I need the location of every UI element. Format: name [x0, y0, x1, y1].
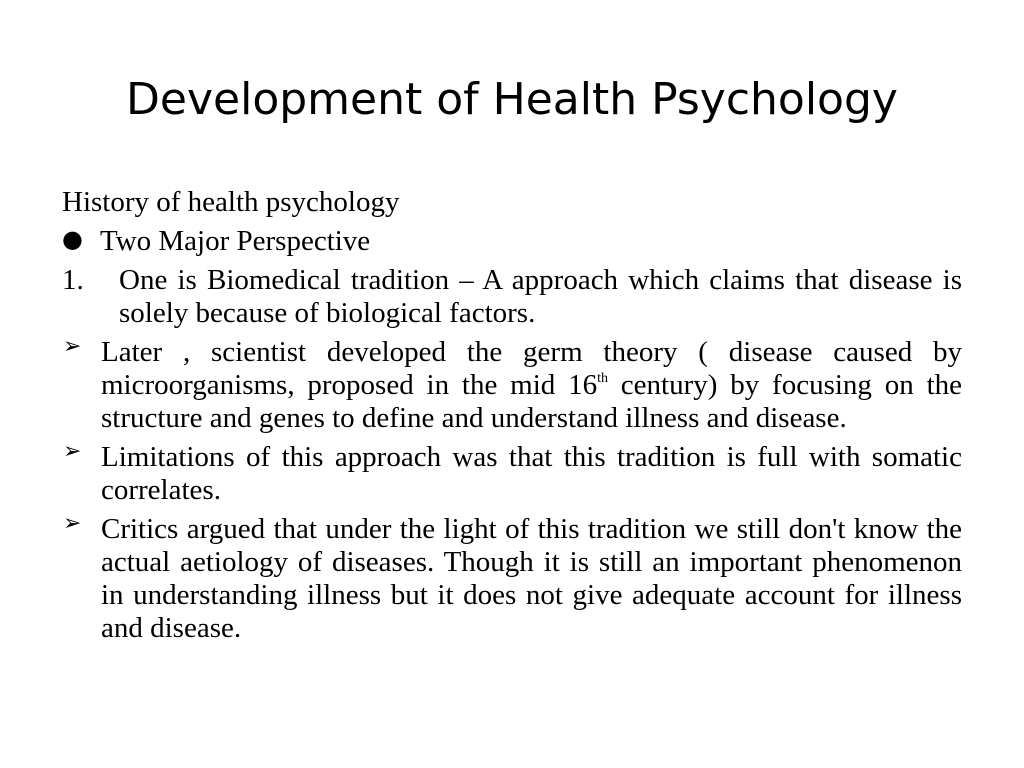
- list-number: 1.: [62, 264, 84, 296]
- arrow-item-critics: [62, 513, 962, 645]
- arrow-item-germ-theory: [62, 336, 962, 435]
- numbered-item: [62, 264, 962, 330]
- round-bullet-icon: ●: [62, 225, 83, 253]
- arrow-bullet-icon: ➢: [63, 334, 82, 359]
- arrow-item-text: Critics argued that under the light of this tradition we still don't know the actual aetiology of diseases. Though it is still an important phenomenon in understanding illness but it does not give adequate account for illness and disease.: [101, 513, 962, 644]
- arrow-item-text-before: Later , scientist developed the germ theory ( disease caused by microorganisms, proposed in the mid 16: [101, 336, 962, 401]
- arrow-item-limitations: [62, 441, 962, 507]
- section-heading: History of health psychology: [62, 186, 400, 218]
- bullet-text: Two Major Perspective: [100, 225, 371, 257]
- bullet-item: [62, 225, 962, 258]
- numbered-text: One is Biomedical tradition – A approach which claims that disease is solely because of biological factors.: [119, 264, 962, 329]
- slide-body: [62, 186, 962, 651]
- arrow-bullet-icon: ➢: [63, 511, 82, 536]
- slide-title: Development of Health Psychology: [126, 74, 898, 125]
- arrow-item-text-after: century) by focusing on the structure and genes to define and understand illness and disease.: [101, 369, 962, 434]
- superscript-th: th: [597, 371, 608, 386]
- arrow-bullet-icon: ➢: [63, 439, 82, 464]
- arrow-item-text: Limitations of this approach was that this tradition is full with somatic correlates.: [101, 441, 962, 506]
